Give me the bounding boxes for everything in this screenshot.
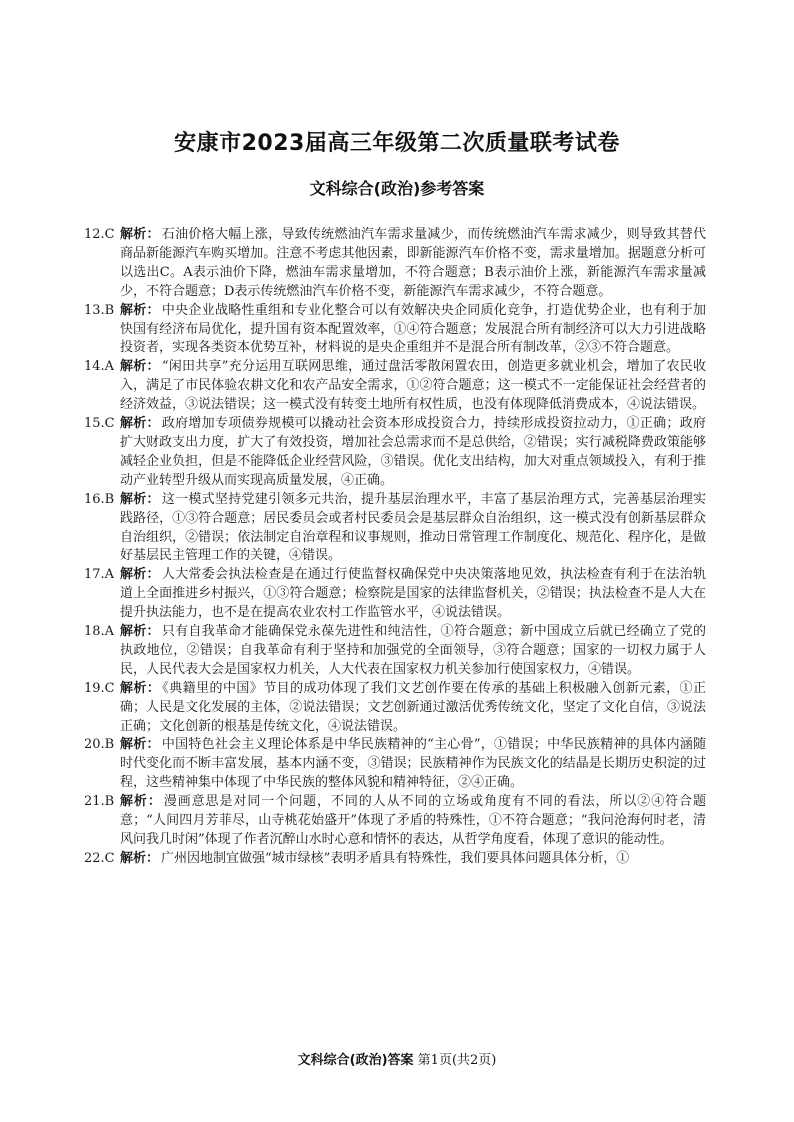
answer-item-14 (84, 358, 706, 415)
answer-number: 15.C (84, 416, 115, 432)
answer-item-18 (84, 623, 706, 680)
answer-item-20 (84, 736, 706, 793)
answer-number: 18.A (84, 624, 115, 640)
answer-number: 13.B (84, 302, 115, 318)
answer-text: 石油价格大幅上涨，导致传统燃油汽车需求量减少，而传统燃油汽车需求减少，则导致其替代商品新能源汽车购买增加。注意不考虑其他因素，即新能源汽车价格不变，需求量增加。据题意分析可以选出C。A表示油价下降，燃油车需求量增加，不符合题意；B表示油价上涨，新能源汽车需求量减少，不符合题意；D表示传统燃油汽车价格不变，新能源汽车需求减少，不符合题意。 (120, 227, 706, 299)
answer-number: 12.C (84, 227, 115, 242)
answer-number: 14.A (84, 359, 115, 375)
answer-item-13 (84, 302, 706, 359)
analysis-label: 解析： (120, 491, 160, 507)
answer-number: 21.B (84, 794, 115, 810)
page-subtitle: 文科综合(政治)参考答案 (309, 179, 485, 198)
answer-text: 这一模式坚持党建引领多元共治，提升基层治理水平，丰富了基层治理方式，完善基层治理实践路径，①③符合题意；居民委员会或者村民委员会是基层群众自治组织，这一模式没有创新基层群众自治组织，②错误；依法制定自治章程和议事规则，推动日常管理工作制度化、规范化、程序化，是做好基层民主管理工作的关键，④错误。 (120, 491, 706, 564)
analysis-label: 解析： (120, 567, 160, 583)
answer-text: 人大常委会执法检查是在通过行使监督权确保党中央决策落地见效，执法检查有利于在法治轨道上全面推进乡村振兴，①③符合题意；检察院是国家的法律监督机关，②错误；执法检查不是人大在提升执法能力，也不是在提高农业农村工作监管水平，④说法错误。 (120, 567, 706, 621)
answer-text: 政府增加专项债券规模可以撬动社会资本形成投资合力，持续形成投资拉动力，①正确；政府扩大财政支出力度，扩大了有效投资，增加社会总需求而不是总供给，②错误；实行减税降费政策能够减轻企业负担，但是不能降低企业经营风险，③错误。优化支出结构，加大对重点领域投入，有利于推动产业转型升级从而实现高质量发展，④正确。 (120, 416, 706, 488)
answer-item-15 (84, 415, 706, 491)
analysis-label: 解析： (120, 416, 160, 432)
analysis-label: 解析： (120, 302, 160, 318)
answer-text: 漫画意思是对同一个问题，不同的人从不同的立场或角度有不同的看法，所以②④符合题意；“人间四月芳菲尽，山寺桃花始盛开”体现了矛盾的特殊性，①不符合题意；“我问沧海何时老，清风问我几时闲”体现了作者沉醉山水时心意和情怀的表达，从哲学角度看，体现了意识的能动性。 (120, 794, 706, 847)
analysis-label: 解析： (120, 359, 160, 375)
answer-number: 19.C (84, 680, 115, 696)
answer-number: 22.C (84, 850, 115, 866)
answer-item-22 (84, 850, 706, 869)
analysis-label: 解析： (120, 624, 160, 640)
answer-item-12 (84, 226, 706, 302)
analysis-label: 解析： (120, 737, 160, 753)
page-footer (0, 1049, 794, 1068)
answer-number: 16.B (84, 491, 115, 507)
footer-page-number: 第1页(共2页) (417, 1053, 497, 1068)
answer-item-19 (84, 680, 706, 737)
analysis-label: 解析： (120, 680, 161, 696)
answer-text: 广州因地制宜做强“城市绿核”表明矛盾具有特殊性，我们要具体问题具体分析，① (161, 850, 630, 866)
answer-number: 17.A (84, 567, 115, 583)
analysis-label: 解析： (120, 794, 162, 810)
analysis-label: 解析： (120, 227, 160, 242)
answer-item-16 (84, 491, 706, 567)
footer-title: 文科综合(政治)答案 (297, 1053, 414, 1068)
answer-list (84, 226, 706, 869)
answer-text: 只有自我革命才能确保党永葆先进性和纯洁性，①符合题意；新中国成立后就已经确立了党的执政地位，②错误；自我革命有利于坚持和加强党的全面领导，③符合题意；国家的一切权力属于人民，人民代表大会是国家权力机关，人大代表在国家权力机关参加行使国家权力，④错误。 (120, 624, 706, 677)
answer-text: 中国特色社会主义理论体系是中华民族精神的“主心骨”，①错误；中华民族精神的具体内涵随时代变化而不断丰富发展，基本内涵不变，③错误；民族精神作为民族文化的结晶是长期历史积淀的过程，这些精神集中体现了中华民族的整体风貌和精神特征，②④正确。 (120, 737, 706, 791)
answer-item-21 (84, 793, 706, 850)
answer-number: 20.B (84, 737, 115, 753)
answer-text: 《典籍里的中国》节目的成功体现了我们文艺创作要在传承的基础上积极融入创新元素，①正确；人民是文化发展的主体，②说法错误；文艺创新通过激活优秀传统文化，坚定了文化自信，③说法正确；文化创新的根基是传统文化，④说法错误。 (120, 680, 706, 734)
page-title: 安康市2023届高三年级第二次质量联考试卷 (174, 131, 620, 156)
answer-text: 中央企业战略性重组和专业化整合可以有效解决央企同质化竞争，打造优势企业，也有利于加快国有经济布局优化，提升国有资本配置效率，①④符合题意；发展混合所有制经济可以大力引进战略投资者，实现各类资本优势互补，材料说的是央企重组并不是混合所有制改革，②③不符合题意。 (120, 302, 706, 356)
analysis-label: 解析： (120, 850, 160, 866)
answer-text: “闲田共享”充分运用互联网思维，通过盘活零散闲置农田，创造更多就业机会，增加了农民收入，满足了市民体验农耕文化和农产品安全需求，①②符合题意；这一模式不一定能保证社会经营者的经济效益，③说法错误；这一模式没有转变土地所有权性质，也没有体现降低消费成本，④说法错误。 (120, 359, 706, 413)
answer-item-17 (84, 566, 706, 623)
